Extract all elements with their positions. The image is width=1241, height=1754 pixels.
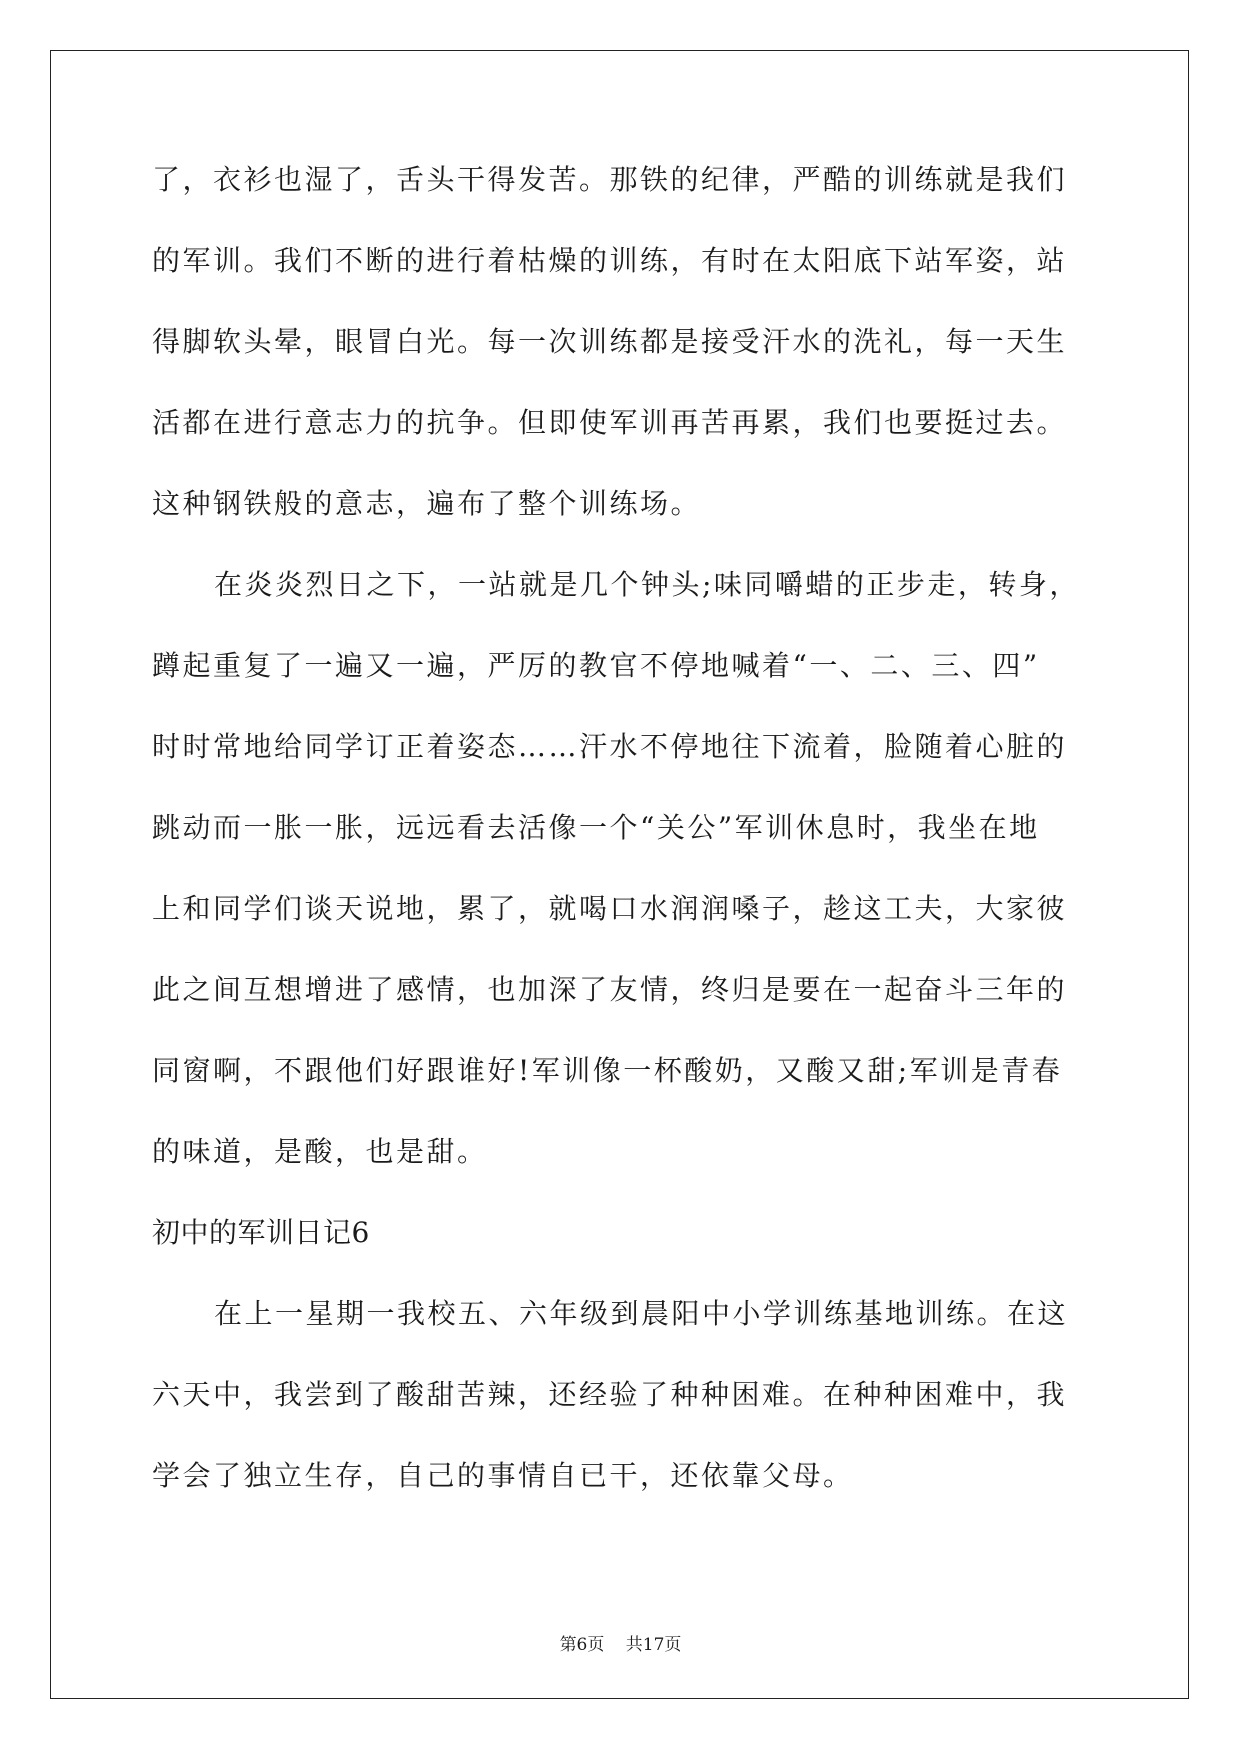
paragraph-line: 学会了独立生存，自己的事情自已干，还依靠父母。 <box>152 1459 854 1492</box>
paragraph-1 <box>152 160 1087 565</box>
paragraph-line: 蹲起重复了一遍又一遍，严厉的教官不停地喊着“一、二、三、四” <box>152 649 1040 682</box>
paragraph-line: 这种钢铁般的意志，遍布了整个训练场。 <box>152 487 702 520</box>
paragraph-2 <box>152 565 1087 1213</box>
paragraph-line: 时时常地给同学订正着姿态……汗水不停地往下流着，脸随着心脏的 <box>152 730 1068 763</box>
paragraph-line: 此之间互想增进了感情，也加深了友情，终归是要在一起奋斗三年的 <box>152 973 1068 1006</box>
paragraph-line: 在炎炎烈日之下，一站就是几个钟头;味同嚼蜡的正步走，转身， <box>214 568 1080 601</box>
paragraph-line: 的军训。我们不断的进行着枯燥的训练，有时在太阳底下站军姿，站 <box>152 244 1068 277</box>
page-footer <box>0 1630 1241 1655</box>
page-total: 共17页 <box>625 1635 682 1655</box>
paragraph-line: 得脚软头晕，眼冒白光。每一次训练都是接受汗水的洗礼，每一天生 <box>152 325 1068 358</box>
paragraph-line: 的味道，是酸，也是甜。 <box>152 1135 488 1168</box>
page-number: 第6页 <box>559 1635 605 1655</box>
paragraph-line: 在上一星期一我校五、六年级到晨阳中小学训练基地训练。在这 <box>214 1297 1069 1330</box>
paragraph-line: 同窗啊，不跟他们好跟谁好!军训像一杯酸奶，又酸又甜;军训是青春 <box>152 1054 1063 1087</box>
paragraph-line: 了，衣衫也湿了，舌头干得发苦。那铁的纪律，严酷的训练就是我们 <box>152 163 1068 196</box>
paragraph-3 <box>152 1294 1087 1537</box>
paragraph-line: 活都在进行意志力的抗争。但即使军训再苦再累，我们也要挺过去。 <box>152 406 1068 439</box>
paragraph-line: 上和同学们谈天说地，累了，就喝口水润润嗓子，趁这工夫，大家彼 <box>152 892 1068 925</box>
document-body <box>152 160 1087 1537</box>
paragraph-line: 六天中，我尝到了酸甜苦辣，还经验了种种困难。在种种困难中，我 <box>152 1378 1068 1411</box>
paragraph-line: 跳动而一胀一胀，远远看去活像一个“关公”军训休息时，我坐在地 <box>152 811 1040 844</box>
section-heading: 初中的军训日记6 <box>152 1216 370 1249</box>
